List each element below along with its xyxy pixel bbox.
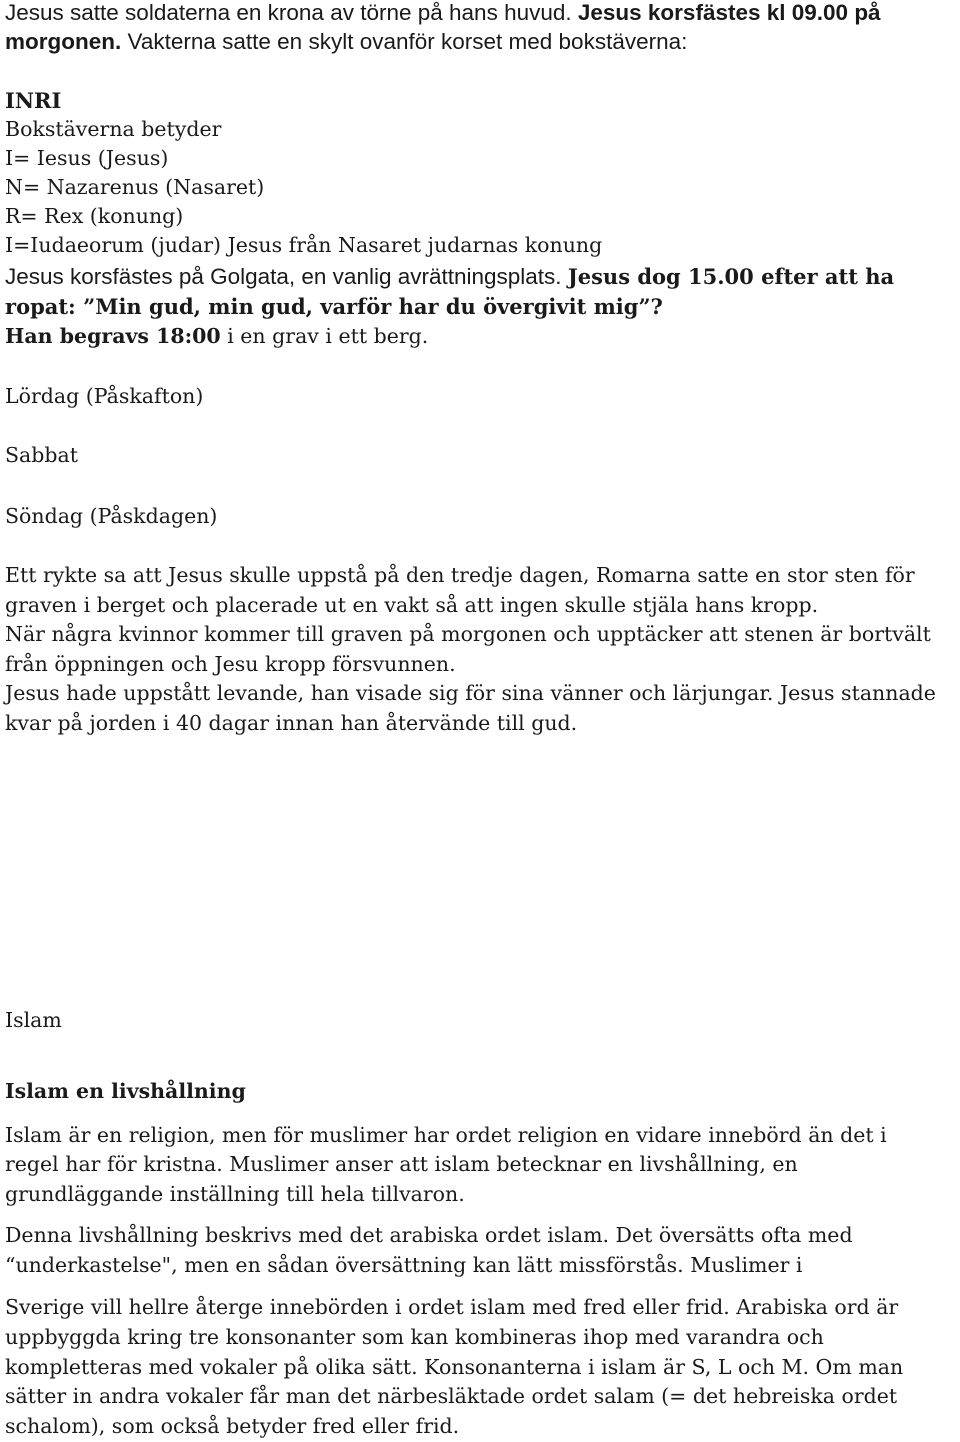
islam-p3-line-1: Sverige vill hellre återge innebörden i ordet islam med fred eller frid. Arabiska ord är	[5, 1295, 899, 1319]
islam-heading: Islam	[5, 1008, 62, 1032]
islam-p3-line-2: uppbyggda kring tre konsonanter som kan kombineras ihop med varandra och	[5, 1325, 824, 1349]
inri-n: N= Nazarenus (Nasaret)	[5, 175, 265, 199]
islam-p3-line-3: kompletteras med vokaler på olika sätt. Konsonanterna i islam är S, L och M. Om man	[5, 1355, 904, 1379]
burial-line	[5, 322, 428, 351]
inri-title: INRI	[5, 88, 62, 113]
sabbath-heading: Sabbat	[5, 443, 78, 467]
sunday-heading: Söndag (Påskdagen)	[5, 504, 218, 528]
islam-p3-line-5: schalom), som också betyder fred eller frid.	[5, 1414, 460, 1438]
burial-text: i en grav i ett berg.	[220, 324, 429, 348]
golgata-text: Jesus korsfästes på Golgata, en vanlig avrättningsplats.	[5, 264, 568, 289]
morning-text: morgonen.	[5, 29, 122, 54]
death-time: Jesus dog 15.00 efter att ha	[567, 264, 895, 289]
islam-p3-line-4: sätter in andra vokaler får man det närbesläktade ordet salam (= det hebreiska ordet	[5, 1384, 898, 1408]
easter-line-4: från öppningen och Jesu kropp försvunnen.	[5, 652, 456, 676]
easter-line-6: kvar på jorden i 40 dagar innan han återvände till gud.	[5, 711, 578, 735]
easter-line-3: När några kvinnor kommer till graven på morgonen och upptäcker att stenen är bortvält	[5, 622, 931, 646]
islam-p1-line-3: grundläggande inställning till hela tillvaron.	[5, 1182, 465, 1206]
inri-intro: Bokstäverna betyder	[5, 117, 222, 141]
inri-r: R= Rex (konung)	[5, 204, 184, 228]
islam-subheading: Islam en livshållning	[5, 1079, 246, 1103]
saturday-heading: Lördag (Påskafton)	[5, 384, 204, 408]
crown-line	[5, 0, 881, 27]
inri-i1: I= Iesus (Jesus)	[5, 146, 169, 170]
islam-p1-line-1: Islam är en religion, men för muslimer har ordet religion en vidare innebörd än det i	[5, 1123, 887, 1147]
easter-line-1: Ett rykte sa att Jesus skulle uppstå på den tredje dagen, Romarna satte en stor sten för	[5, 563, 915, 587]
islam-p2-line-1: Denna livshållning beskrivs med det arabiska ordet islam. Det översätts ofta med	[5, 1223, 853, 1247]
easter-line-2: graven i berget och placerade ut en vakt så att ingen skulle stjäla hans kropp.	[5, 593, 819, 617]
crown-text: Jesus satte soldaterna en krona av törne på hans huvud.	[5, 0, 578, 25]
sign-text: Vakterna satte en skylt ovanför korset med bokstäverna:	[121, 29, 688, 54]
golgata-line	[5, 262, 894, 292]
islam-p2-line-2: “underkastelse", men en sådan översättning kan lätt missförstås. Muslimer i	[5, 1253, 803, 1277]
quote-line: ropat: ”Min gud, min gud, varför har du övergivit mig”?	[5, 294, 663, 319]
easter-line-5: Jesus hade uppstått levande, han visade sig för sina vänner och lärjungar. Jesus stannade	[5, 681, 936, 705]
sign-line	[5, 27, 687, 56]
inri-i2: I=Iudaeorum (judar) Jesus från Nasaret judarnas konung	[5, 233, 603, 257]
burial-time: Han begravs 18:00	[5, 324, 221, 348]
islam-p1-line-2: regel har för kristna. Muslimer anser att islam betecknar en livshållning, en	[5, 1152, 798, 1176]
crucified-time: Jesus korsfästes kl 09.00 på	[577, 0, 881, 25]
